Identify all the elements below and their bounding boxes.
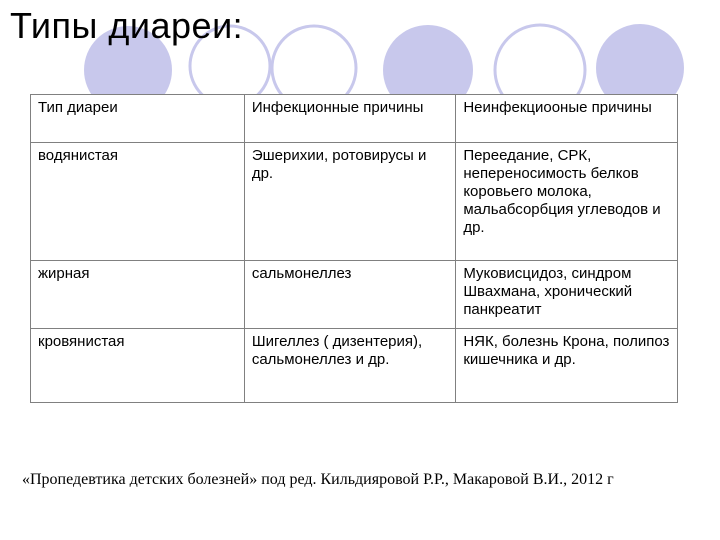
table-header-row xyxy=(31,95,678,143)
table-cell: сальмонеллез xyxy=(244,261,455,329)
header-cell: Тип диареи xyxy=(31,95,245,143)
table-cell: водянистая xyxy=(31,143,245,261)
slide-title: Типы диареи: xyxy=(10,5,244,46)
table-cell: жирная xyxy=(31,261,245,329)
table-cell: Муковисцидоз, синдром Швахмана, хронический панкреатит xyxy=(456,261,678,329)
diarrhea-types-table xyxy=(30,94,678,403)
table-cell: Эшерихии, ротовирусы и др. xyxy=(244,143,455,261)
table-row xyxy=(31,329,678,403)
table-row xyxy=(31,143,678,261)
header-cell: Неинфекциооные причины xyxy=(456,95,678,143)
source-citation: «Пропедевтика детских болезней» под ред. Кильдияровой Р.Р., Макаровой В.И., 2012 г xyxy=(22,471,614,488)
header-cell: Инфекционные причины xyxy=(244,95,455,143)
table-cell: НЯК, болезнь Крона, полипоз кишечника и др. xyxy=(456,329,678,403)
table-cell: кровянистая xyxy=(31,329,245,403)
table-cell: Шигеллез ( дизентерия), сальмонеллез и др. xyxy=(244,329,455,403)
table-row xyxy=(31,261,678,329)
table-cell: Переедание, СРК, непереносимость белков коровьего молока, мальабсорбция углеводов и др. xyxy=(456,143,678,261)
